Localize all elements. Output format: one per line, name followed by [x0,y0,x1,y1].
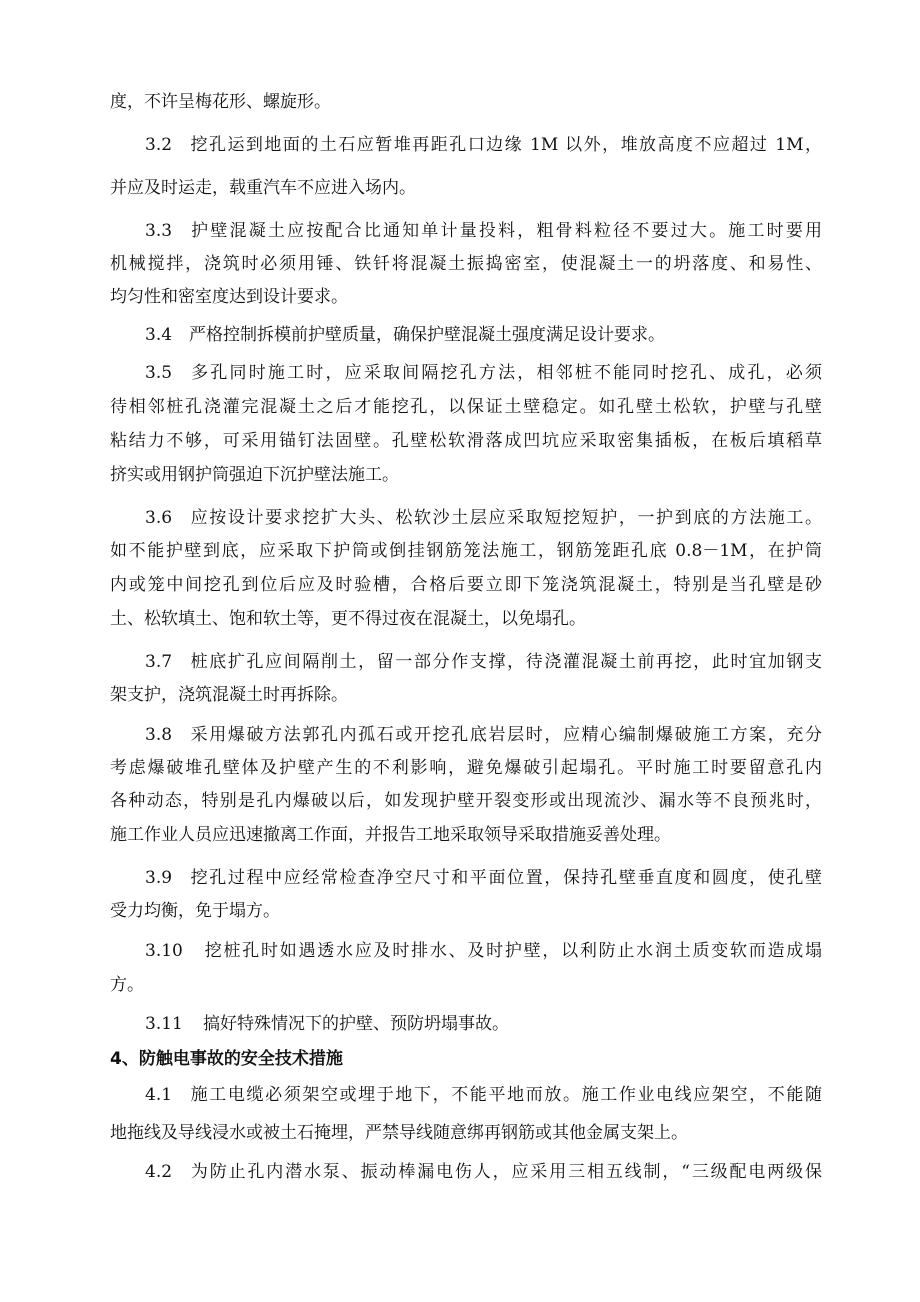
clause-number: 3.7 [145,652,173,672]
clause-number: 3.8 [145,725,173,745]
clause-text: 应按设计要求挖扩大头、松软沙土层应采取短挖短护，一护到底的方法施工。 [189,508,822,528]
clause-text: 采用爆破方法郭孔内孤石或开挖孔底岩层时，应精心编制爆破施工方案，充分 [189,725,822,745]
clause-number: 4.2 [145,1162,173,1182]
clause-3-7 [145,651,822,673]
clause-text: 挖桩孔时如遇透水应及时排水、及时护壁，以利防止水润土质变软而造成塌 [203,941,822,961]
clause-3-2-line: 并应及时运走，载重汽车不应进入场内。 [110,178,416,198]
clause-text: 多孔同时施工时，应采取间隔挖孔方法，相邻桩不能同时挖孔、成孔，必须 [189,363,822,383]
clause-number: 3.11 [145,1014,183,1034]
clause-3-4 [145,324,822,346]
clause-3-9-line: 受力均衡，免于塌方。 [110,901,280,921]
clause-3-3-line: 均匀性和密室度达到设计要求。 [110,287,348,307]
clause-4-1-line: 地拖线及导线浸水或被土石掩埋，严禁导线随意绑再钢筋或其他金属支架上。 [110,1123,688,1143]
clause-text: 施工电缆必须架空或埋于地下，不能平地而放。施工作业电线应架空，不能随 [189,1085,822,1105]
clause-3-5-line: 粘结力不够，可采用锚钉法固壁。孔壁松软滑落成凹坑应采取密集插板，在板后填稻草 [110,431,822,451]
clause-3-6-line: 如不能护壁到底，应采取下护筒或倒挂钢筋笼法施工，钢筋笼距孔底 0.8－1M，在护筒 [110,541,822,561]
clause-text: 搞好特殊情况下的护壁、预防坍塌事故。 [203,1014,509,1034]
clause-number: 3.6 [145,508,173,528]
clause-text: 严格控制拆模前护壁质量，确保护壁混凝土强度满足设计要求。 [189,325,665,345]
clause-3-9 [145,867,822,889]
clause-text: 挖孔过程中应经常检查净空尺寸和平面位置，保持孔壁垂直度和圆度，使孔壁 [189,868,822,888]
clause-number: 3.2 [145,135,173,155]
clause-3-10-line: 方。 [110,975,144,995]
clause-3-3 [145,220,822,242]
clause-3-6 [145,507,822,529]
clause-3-8 [145,724,822,746]
clause-3-10 [145,940,822,962]
clause-3-7-line: 架支护，浇筑混凝土时再拆除。 [110,685,348,705]
paragraph-continuation: 度，不许呈梅花形、螺旋形。 [110,92,331,112]
clause-3-5 [145,362,822,384]
clause-number: 3.3 [145,221,173,241]
clause-number: 3.5 [145,363,173,383]
clause-text: 为防止孔内潜水泵、振动棒漏电伤人，应采用三相五线制，“三级配电两级保 [189,1162,822,1182]
clause-4-2 [145,1161,822,1183]
clause-3-3-line: 机械搅拌，浇筑时必须用锤、铁钎将混凝土振捣密室，使混凝土一的坍落度、和易性、 [110,254,822,274]
clause-3-6-line: 内或笼中间挖孔到位后应及时验槽，合格后要立即下笼浇筑混凝土，特别是当孔壁是砂 [110,575,822,595]
clause-3-8-line: 施工作业人员应迅速撤离工作面，并报告工地采取领导采取措施妥善处理。 [110,825,671,845]
clause-3-8-line: 各种动态，特别是孔内爆破以后，如发现护壁开裂变形或出现流沙、漏水等不良预兆时， [110,791,822,811]
clause-number: 3.4 [145,325,173,345]
clause-3-5-line: 待相邻桩孔浇灌完混凝土之后才能挖孔，以保证土壁稳定。如孔壁土松软，护壁与孔壁 [110,397,822,417]
clause-number: 3.10 [145,941,183,961]
section-heading-4: 4、防触电事故的安全技术措施 [110,1049,343,1069]
clause-number: 3.9 [145,868,173,888]
clause-text: 桩底扩孔应间隔削土，留一部分作支撑，待浇灌混凝土前再挖，此时宜加钢支 [189,652,822,672]
clause-3-11 [145,1013,822,1035]
clause-3-5-line: 挤实或用钢护筒强迫下沉护壁法施工。 [110,465,399,485]
clause-3-2 [145,134,822,156]
clause-3-6-line: 土、松软填土、饱和软土等，更不得过夜在混凝土，以免塌孔。 [110,609,586,629]
clause-4-1 [145,1084,822,1106]
clause-3-8-line: 考虑爆破堆孔壁体及护壁产生的不利影响，避免爆破引起塌孔。平时施工时要留意孔内 [110,758,822,778]
clause-number: 4.1 [145,1085,173,1105]
clause-text: 挖孔运到地面的土石应暂堆再距孔口边缘 1M 以外，堆放高度不应超过 1M， [189,135,822,155]
clause-text: 护壁混凝土应按配合比通知单计量投料，粗骨料粒径不要过大。施工时要用 [189,221,822,241]
